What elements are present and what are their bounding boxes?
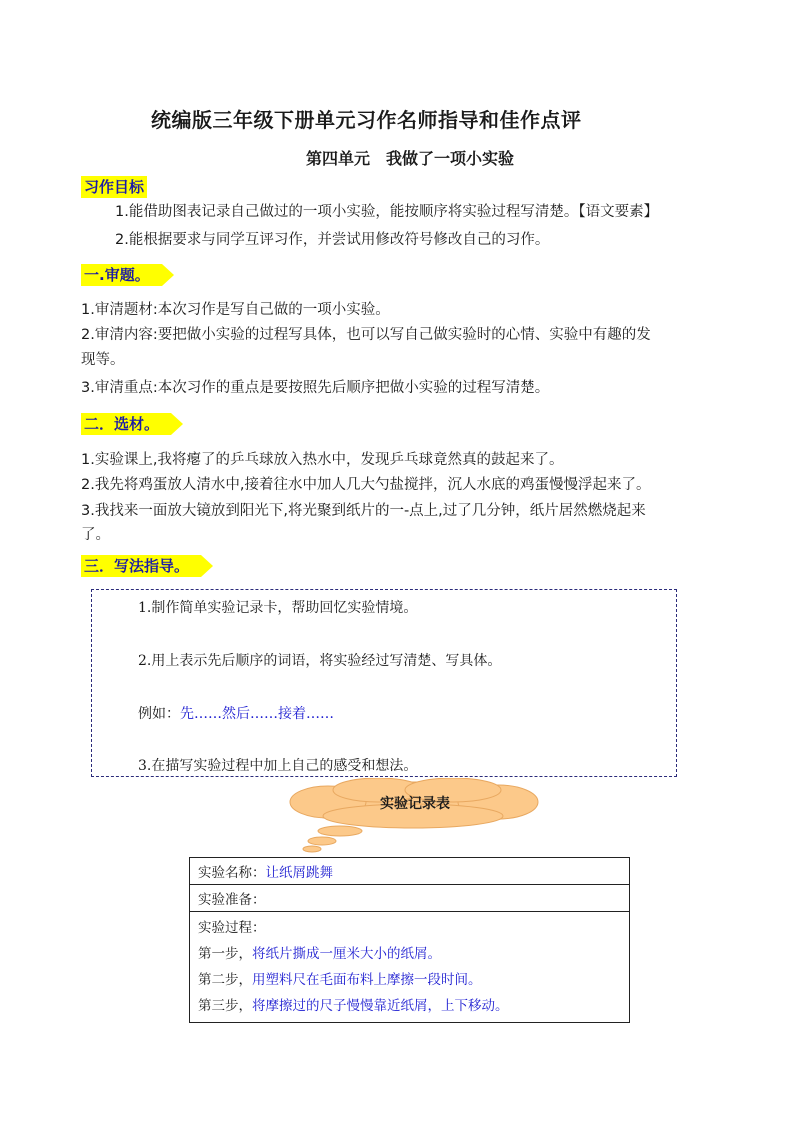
record-step-2 xyxy=(198,967,621,993)
guide-example-words: 先……然后……接着…… xyxy=(180,706,334,722)
record-step-1 xyxy=(198,941,621,967)
review-item-3: 3.审清重点:本次习作的重点是要按照先后顺序把做小实验的过程写清楚。 xyxy=(81,380,550,396)
guide-example-label: 例如： xyxy=(138,706,180,722)
goal-item-2: 2.能根据要求与同学互评习作，并尝试用修改符号修改自己的习作。 xyxy=(115,232,550,248)
record-step-2-text: 用塑料尺在毛面布料上摩擦一段时间。 xyxy=(252,972,482,988)
record-row-name xyxy=(190,858,630,885)
review-item-2: 2.审清内容:要把做小实验的过程写具体，也可以写自己做实验时的心情、实验中有趣的发 xyxy=(81,327,651,343)
section-heading-material: 二．选材。 xyxy=(81,413,171,435)
record-step-1-label: 第一步， xyxy=(198,946,252,962)
material-item-3-cont: 了。 xyxy=(81,527,110,543)
guide-line-1: 1.制作简单实验记录卡，帮助回忆实验情境。 xyxy=(138,600,418,616)
record-step-3-text: 将摩擦过的尺子慢慢靠近纸屑，上下移动。 xyxy=(252,998,509,1014)
record-step-3-label: 第三步， xyxy=(198,998,252,1014)
record-name-value: 让纸屑跳舞 xyxy=(265,865,333,881)
section-heading-guide: 三．写法指导。 xyxy=(81,555,201,577)
record-table xyxy=(189,857,630,1023)
record-row-prep xyxy=(190,885,630,912)
record-prep-label: 实验准备： xyxy=(198,892,266,908)
section-heading-goals: 习作目标 xyxy=(81,176,147,198)
material-item-1: 1.实验课上,我将瘪了的乒乓球放入热水中，发现乒乓球竟然真的鼓起来了。 xyxy=(81,452,564,468)
review-item-1: 1.审清题材:本次习作是写自己做的一项小实验。 xyxy=(81,302,390,318)
page-title: 统编版三年级下册单元习作名师指导和佳作点评 xyxy=(151,108,582,132)
guide-line-3: 3.在描写实验过程中加上自己的感受和想法。 xyxy=(138,758,418,774)
record-step-2-label: 第二步， xyxy=(198,972,252,988)
record-row-process xyxy=(190,912,630,1023)
record-step-1-text: 将纸片撕成一厘米大小的纸屑。 xyxy=(252,946,441,962)
record-step-3 xyxy=(198,993,621,1019)
material-item-3: 3.我找来一面放大镜放到阳光下,将光聚到纸片的一-点上,过了几分钟，纸片居然燃烧起来 xyxy=(81,503,646,519)
guide-line-2: 2.用上表示先后顺序的词语，将实验经过写清楚、写具体。 xyxy=(138,653,502,669)
record-name-label: 实验名称： xyxy=(198,865,266,881)
guide-example xyxy=(138,703,334,723)
guide-box xyxy=(91,589,677,777)
record-process-label: 实验过程： xyxy=(198,920,266,936)
page-subtitle: 第四单元 我做了一项小实验 xyxy=(306,149,515,168)
cloud-label: 实验记录表 xyxy=(380,796,450,812)
section-heading-review: 一.审题。 xyxy=(81,264,162,286)
review-item-2-cont: 现等。 xyxy=(81,352,125,368)
goal-item-1: 1.能借助图表记录自己做过的一项小实验，能按顺序将实验过程写清楚。【语文要素】 xyxy=(115,204,659,220)
material-item-2: 2.我先将鸡蛋放人清水中,接着往水中加人几大勺盐搅拌，沉人水底的鸡蛋慢慢浮起来了。 xyxy=(81,477,651,493)
